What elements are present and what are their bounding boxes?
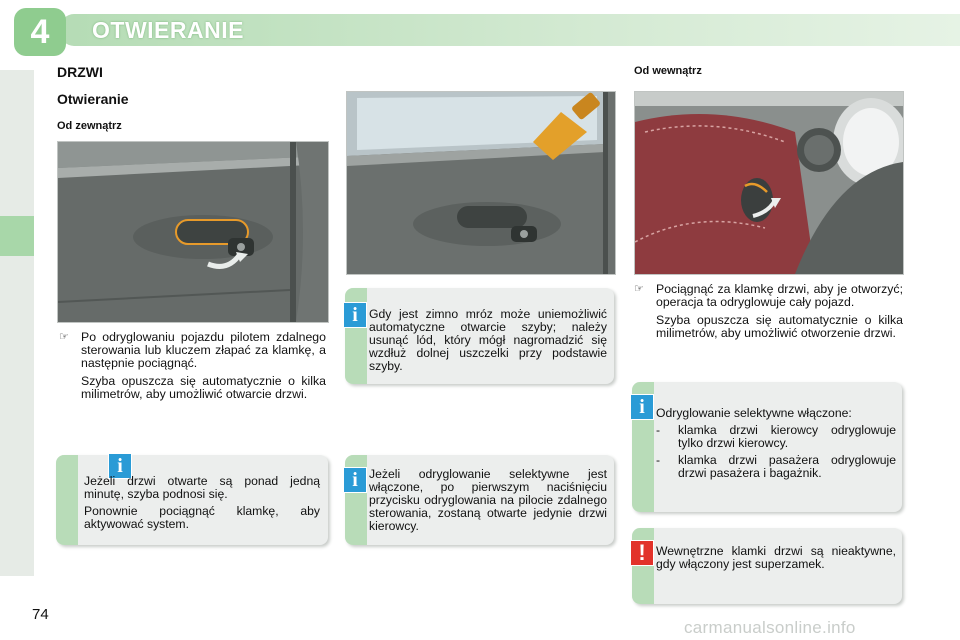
list-item <box>656 424 896 450</box>
note-left-text <box>84 475 320 535</box>
note-right-body <box>656 407 896 480</box>
chapter-badge: 4 <box>14 8 66 56</box>
note-box-right <box>632 382 902 512</box>
sidebar-tab-active <box>0 216 34 256</box>
pointing-hand-icon: ☞ <box>634 283 644 295</box>
note-strip <box>56 455 78 545</box>
subsection-title: Otwieranie <box>57 91 129 107</box>
info-icon: i <box>343 467 367 493</box>
footer-watermark: carmanualsonline.info <box>684 618 856 637</box>
note-mid-bottom-text: Jeżeli odryglowanie selektywne jest włączone, po pierwszym naciśnięciu przycisku odryglowania na pilocie zdalnego sterowania, zostaną otwarte jedynie drzwi kierowcy. <box>369 467 607 533</box>
illustration-ice-scraper <box>346 91 616 275</box>
page-title: OTWIERANIE <box>92 17 244 43</box>
pointing-hand-icon: ☞ <box>59 331 69 343</box>
info-icon: i <box>108 453 132 479</box>
list-item <box>656 454 896 480</box>
info-icon: i <box>343 302 367 328</box>
note-box-mid-bottom <box>345 455 614 545</box>
heading-outside: Od zewnątrz <box>57 120 122 132</box>
sidebar-tab <box>0 256 34 576</box>
list-item-text: klamka drzwi pasażera odryglowuje drzwi pasażera i bagażnik. <box>678 453 896 480</box>
section-title: DRZWI <box>57 64 103 80</box>
warning-box-right <box>632 528 902 604</box>
list-item-text: klamka drzwi kierowcy odryglowuje tylko drzwi kierowcy. <box>678 423 896 450</box>
illustration-inner-handle <box>634 91 904 275</box>
warning-right-text: Wewnętrzne klamki drzwi są nieaktywne, gdy włączony jest superzamek. <box>656 544 896 571</box>
warning-icon: ! <box>630 540 654 566</box>
right-body <box>634 282 903 345</box>
note-right-title: Odryglowanie selektywne włączone: <box>656 406 852 420</box>
note-box-mid-top <box>345 288 614 384</box>
page-number: 74 <box>32 606 49 623</box>
note-mid-top-text: Gdy jest zimno mróz może uniemożliwić automatyczne otwarcie szyby; należy usunąć lód, który mógł nagromadzić się wzdłuż dolnej uszczelki przy podstawie szyby. <box>369 307 607 373</box>
right-para-1: Pociągnąć za klamkę drzwi, aby je otworzyć; operacja ta odryglowuje cały pojazd. <box>656 282 903 309</box>
note-left-para-1: Jeżeli drzwi otwarte są ponad jedną minutę, szyba podnosi się. <box>84 474 320 501</box>
note-box-left <box>56 455 328 545</box>
note-left-para-2: Ponownie pociągnąć klamkę, aby aktywować system. <box>84 504 320 531</box>
left-para-1: Po odryglowaniu pojazdu pilotem zdalnego sterowania lub kluczem złapać za klamkę, a następnie pociągnąć. <box>81 330 326 370</box>
left-body <box>59 330 326 406</box>
heading-inside: Od wewnątrz <box>634 65 702 77</box>
dash: - <box>656 423 661 437</box>
illustration-outer-handle <box>57 141 329 323</box>
sidebar-tab <box>0 70 34 220</box>
right-para-2: Szyba opuszcza się automatycznie o kilka milimetrów, aby umożliwić otworzenie drzwi. <box>656 313 903 340</box>
dash: - <box>656 453 661 467</box>
info-icon: i <box>630 394 654 420</box>
left-para-2: Szyba opuszcza się automatycznie o kilka milimetrów, aby umożliwić otwarcie drzwi. <box>81 374 326 401</box>
